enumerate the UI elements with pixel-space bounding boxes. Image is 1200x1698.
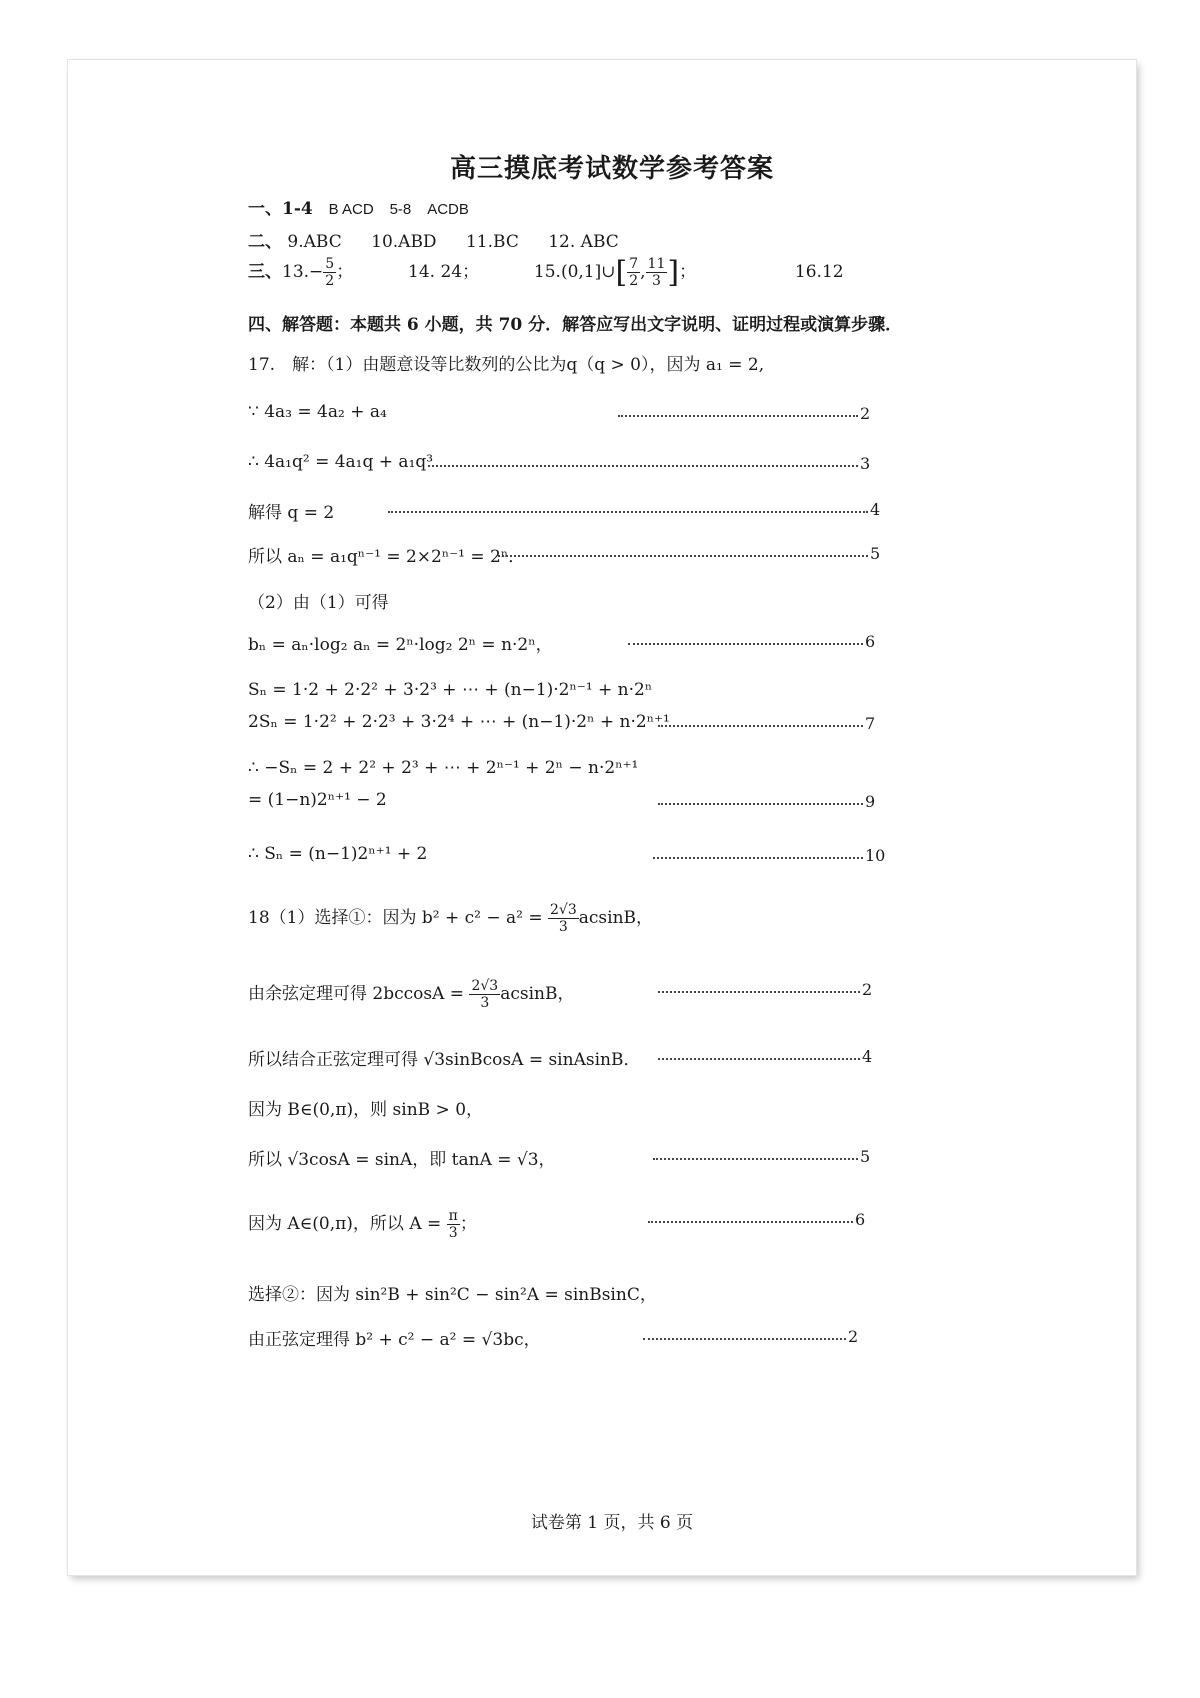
solution-line	[248, 978, 574, 1011]
dotted-leader	[658, 991, 860, 993]
score-points: 9	[865, 792, 876, 811]
fraction-denominator: 3	[448, 1225, 458, 1241]
fraction-numerator: 2√3	[550, 902, 577, 918]
score-points: 5	[860, 1147, 871, 1166]
solution-text: ∴ −Sₙ = 2 + 2² + 2³ + ⋯ + 2ⁿ⁻¹ + 2ⁿ − n·2ⁿ⁺¹	[248, 758, 639, 778]
solution-line	[248, 588, 389, 613]
section1-answers-a: B ACD	[328, 201, 374, 218]
q15-a-denominator: 2	[629, 273, 639, 289]
q15-a-numerator: 7	[629, 256, 639, 272]
dotted-leader	[498, 555, 868, 557]
solution-text: 因为 A∈(0,π)，所以 A =	[248, 1214, 447, 1234]
solution-text: ∴ 4a₁q² = 4a₁q + a₁q³	[248, 452, 434, 472]
solution-text: 因为 B∈(0,π)，则 sinB > 0，	[248, 1100, 484, 1120]
answer-sheet-page	[68, 60, 1136, 1575]
solution-line	[248, 1095, 483, 1120]
solution-text: 2Sₙ = 1·2² + 2·2³ + 3·2⁴ + ⋯ + (n−1)·2ⁿ + n·2ⁿ⁺¹	[248, 712, 670, 732]
fraction-numerator: 2√3	[471, 978, 499, 994]
score-points: 5	[870, 544, 881, 563]
q15-prefix: 15.(0,1]∪	[533, 262, 616, 282]
solution-line	[248, 402, 387, 422]
section1-label-b: 5-8	[389, 201, 412, 218]
q15-fraction-a	[627, 256, 640, 289]
solution-text: 所以 √3cosA = sinA，即 tanA = √3，	[248, 1150, 556, 1170]
solution-text: 17. 解：（1）由题意设等比数列的公比为q（q > 0），因为 a₁ = 2,	[248, 355, 765, 375]
solution-text: bₙ = aₙ·log₂ aₙ = 2ⁿ·log₂ 2ⁿ = n·2ⁿ，	[248, 635, 553, 655]
q13-numerator: 5	[325, 256, 335, 272]
solution-line	[248, 452, 433, 472]
section4-heading: 四、解答题：本题共 6 小题，共 70 分．解答应写出文字说明、证明过程或演算步骤．	[248, 315, 903, 335]
dotted-leader	[388, 511, 868, 513]
q13-prefix: 13.−	[282, 262, 324, 282]
score-points: 7	[865, 714, 876, 733]
fraction-denominator: 3	[480, 995, 490, 1011]
solution-line	[248, 1325, 541, 1350]
dotted-leader	[628, 643, 863, 645]
solution-line	[248, 844, 427, 864]
solution-line	[248, 680, 652, 700]
dotted-leader	[658, 725, 863, 727]
solution-text: = (1−n)2ⁿ⁺¹ − 2	[248, 790, 387, 810]
q14-answer: 14. 24；	[408, 262, 480, 282]
solution-text: 所以结合正弦定理可得 √3sinBcosA = sinAsinB．	[248, 1050, 641, 1070]
solution-line	[248, 1045, 640, 1070]
section2-row	[248, 227, 619, 252]
solution-text: ∵ 4a₃ = 4a₂ + a₄	[248, 402, 387, 422]
dotted-leader	[643, 1338, 846, 1340]
section2-item: 11.BC	[465, 232, 519, 252]
solution-fraction	[447, 1208, 460, 1241]
score-points: 2	[848, 1327, 859, 1346]
q15-fraction-b	[646, 256, 668, 289]
fraction-denominator: 3	[558, 919, 568, 935]
solution-line	[248, 712, 670, 732]
solution-text: 由正弦定理得 b² + c² − a² = √3bc，	[248, 1330, 541, 1350]
solution-line	[248, 350, 764, 375]
section3-label: 三、	[248, 262, 282, 282]
solution-text: 由余弦定理可得 2bccosA =	[248, 984, 470, 1004]
score-points: 3	[860, 454, 871, 473]
score-points: 10	[865, 846, 886, 865]
solution-line	[248, 790, 387, 810]
dotted-leader	[653, 1158, 858, 1160]
section1-row	[248, 194, 469, 219]
section2-item: 10.ABD	[371, 232, 437, 252]
solution-line	[248, 1208, 477, 1241]
section2-label: 二、	[248, 232, 282, 252]
score-points: 6	[855, 1210, 866, 1229]
solution-fraction	[548, 902, 579, 935]
page-footer: 试卷第 1 页，共 6 页	[530, 1513, 694, 1533]
score-points: 2	[860, 404, 871, 423]
right-bracket-icon: ]	[667, 255, 680, 290]
solution-text: 解得 q = 2	[248, 503, 335, 523]
q15-b-numerator: 11	[647, 256, 666, 272]
fraction-numerator: π	[448, 1208, 458, 1224]
solution-line	[248, 630, 553, 655]
q15-suffix: ；	[679, 262, 697, 282]
solution-text: 18（1）选择①：因为 b² + c² − a² =	[248, 908, 548, 928]
section1-label: 一、1-4	[248, 199, 313, 219]
solution-line	[248, 758, 638, 778]
solution-text: ∴ Sₙ = (n−1)2ⁿ⁺¹ + 2	[248, 844, 428, 864]
q13-suffix: ；	[336, 262, 354, 282]
solution-line	[248, 542, 525, 567]
score-points: 4	[870, 500, 881, 519]
page-title: 高三摸底考试数学参考答案	[449, 154, 774, 184]
score-points: 6	[865, 632, 876, 651]
solution-line	[248, 498, 334, 523]
dotted-leader	[618, 415, 858, 417]
dotted-leader	[658, 1058, 860, 1060]
solution-text: Sₙ = 1·2 + 2·2² + 3·2³ + ⋯ + (n−1)·2ⁿ⁻¹ + n·2ⁿ	[248, 680, 653, 700]
score-points: 4	[862, 1047, 873, 1066]
solution-line	[248, 1145, 556, 1170]
dotted-leader	[428, 465, 858, 467]
section2-item: 9.ABC	[287, 232, 342, 252]
q16-answer: 16.12	[794, 262, 844, 282]
q13-fraction	[323, 256, 336, 289]
solution-fraction	[469, 978, 500, 1011]
solution-text: 选择②：因为 sin²B + sin²C − sin²A = sinBsinC，	[248, 1285, 657, 1305]
solution-line	[248, 1280, 657, 1305]
solution-tail: acsinB，	[500, 984, 575, 1004]
left-bracket-icon: [	[615, 255, 628, 290]
solution-tail: ；	[459, 1214, 477, 1234]
solution-text: 所以 aₙ = a₁qⁿ⁻¹ = 2×2ⁿ⁻¹ = 2ⁿ．	[248, 547, 526, 567]
solution-line	[248, 902, 653, 935]
section2-item: 12. ABC	[548, 232, 619, 252]
solution-text: （2）由（1）可得	[248, 593, 389, 613]
dotted-leader	[658, 803, 863, 805]
dotted-leader	[648, 1221, 853, 1223]
dotted-leader	[653, 857, 863, 859]
section1-answers-b: ACDB	[427, 201, 469, 218]
q15-b-denominator: 3	[652, 273, 661, 289]
solution-tail: acsinB，	[578, 908, 654, 928]
q13-denominator: 2	[325, 273, 335, 289]
score-points: 2	[862, 980, 873, 999]
section3-row: 三、13.− $\frac{5}{2}$ ； 14. 24； 15.(0,1]∪[ $\frac{7}{2}$ , $\frac{11}{3}$ ]； 16.12	[248, 255, 844, 290]
